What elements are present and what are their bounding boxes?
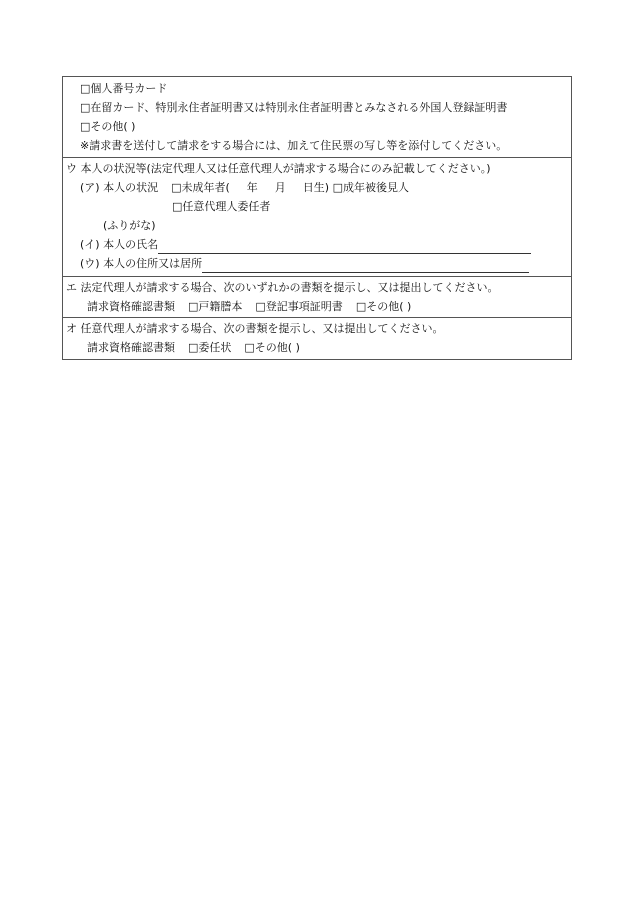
principal-status-row — [63, 178, 571, 197]
option-registry-certificate[interactable]: □登記事項証明書 — [255, 300, 343, 313]
legal-rep-docs-row — [63, 297, 571, 316]
principal-name-label: (イ) 本人の氏名 — [80, 238, 159, 251]
principal-address-label: (ウ) 本人の住所又は居所 — [80, 257, 203, 270]
birth-day-label: 日生) — [302, 181, 330, 194]
birth-month-label: 月 — [274, 181, 286, 194]
section-e-heading — [63, 278, 571, 297]
voluntary-representative-section — [63, 318, 571, 359]
voluntary-rep-docs-row — [63, 338, 571, 357]
option-minor[interactable]: □未成年者( — [171, 181, 230, 194]
section-o-heading — [63, 319, 571, 338]
option-residence-card-label: □在留カード、特別永住者証明書又は特別永住者証明書とみなされる外国人登録証明書 — [80, 101, 508, 114]
section-e-heading-text: エ 法定代理人が請求する場合、次のいずれかの書類を提示し、又は提出してください。 — [66, 281, 499, 294]
option-adult-guardian[interactable]: □成年被後見人 — [332, 181, 409, 194]
birth-year-label: 年 — [246, 181, 258, 194]
option-residence-card[interactable] — [63, 98, 571, 117]
option-voluntary-guardian[interactable]: □任意代理人委任者 — [172, 200, 271, 213]
principal-status-label: (ア) 本人の状況 — [80, 181, 159, 194]
option-voluntary-rep-other[interactable]: □その他( ) — [244, 341, 300, 354]
mail-request-note — [63, 136, 571, 155]
legal-rep-docs-label: 請求資格確認書類 — [87, 300, 175, 313]
section-u-heading-text: ウ 本人の状況等(法定代理人又は任意代理人が請求する場合にのみ記載してください。) — [66, 162, 491, 175]
section-o-heading-text: オ 任意代理人が請求する場合、次の書類を提示し、又は提出してください。 — [66, 322, 444, 335]
option-mynumber-card[interactable] — [63, 79, 571, 98]
option-legal-rep-other[interactable]: □その他( ) — [355, 300, 412, 313]
option-other-id[interactable] — [63, 117, 571, 136]
legal-representative-section — [63, 277, 571, 318]
principal-address-field[interactable] — [202, 258, 529, 273]
option-mynumber-card-label: □個人番号カード — [80, 82, 168, 95]
id-documents-section — [63, 77, 571, 158]
request-form-table — [62, 76, 572, 360]
section-u-heading — [63, 159, 571, 178]
option-koseki[interactable]: □戸籍謄本 — [188, 300, 243, 313]
furigana-row — [63, 216, 571, 235]
principal-status-section — [63, 158, 571, 277]
voluntary-guardian-row — [63, 197, 571, 216]
principal-name-row — [63, 235, 571, 254]
mail-request-note-text: ※請求書を送付して請求をする場合には、加えて住民票の写し等を添付してください。 — [80, 139, 508, 152]
option-other-id-label: □その他( ) — [80, 120, 136, 133]
furigana-label: (ふりがな) — [103, 219, 156, 232]
principal-name-field[interactable] — [158, 239, 531, 254]
option-power-of-attorney[interactable]: □委任状 — [188, 341, 232, 354]
voluntary-rep-docs-label: 請求資格確認書類 — [87, 341, 175, 354]
principal-address-row — [63, 254, 571, 273]
